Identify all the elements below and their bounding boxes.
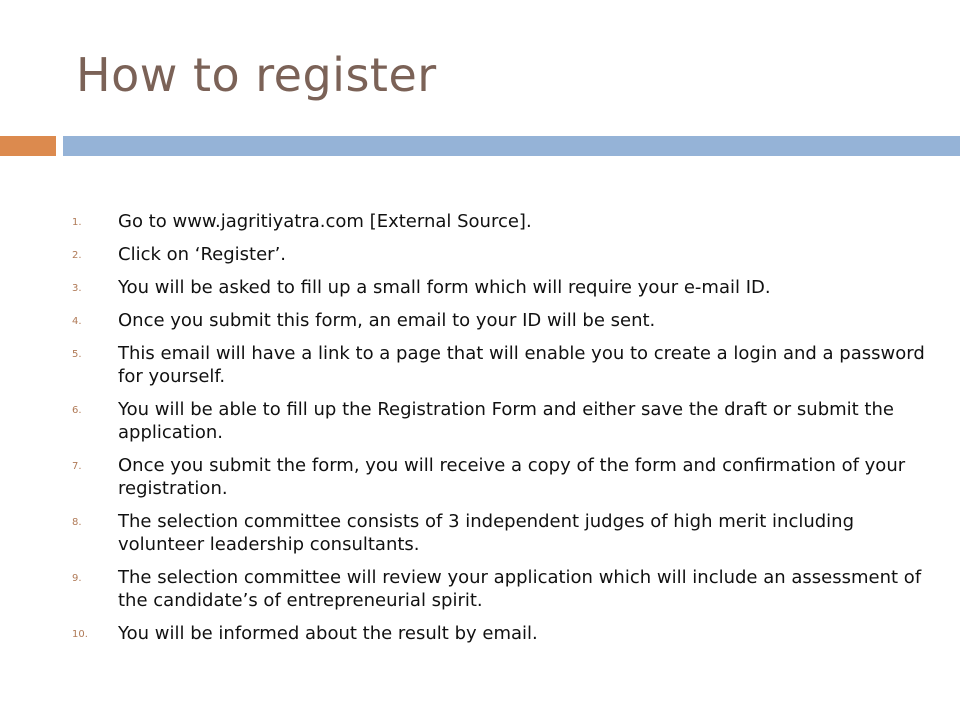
item-text: You will be asked to fill up a small form which will require your e-mail ID. (118, 277, 771, 298)
item-text: Click on ‘Register’. (118, 244, 287, 265)
slide-title: How to register (76, 48, 437, 102)
item-text: You will be informed about the result by email. (118, 623, 538, 644)
item-text: The selection committee consists of 3 independent judges of high merit including volunteer leadership consultants. (118, 511, 855, 555)
registration-steps-list (72, 210, 932, 655)
list-item (72, 398, 932, 444)
list-item (72, 276, 932, 299)
item-number: 5. (72, 349, 82, 360)
item-text: The selection committee will review your application which will include an assessment of the candidate’s of entrepreneurial spirit. (118, 567, 922, 611)
item-text: This email will have a link to a page that will enable you to create a login and a password for yourself. (118, 343, 925, 387)
title-accent-bar (0, 136, 56, 156)
item-number: 7. (72, 461, 82, 472)
list-item (72, 454, 932, 500)
list-item (72, 566, 932, 612)
item-text: Once you submit the form, you will receive a copy of the form and confirmation of your registration. (118, 455, 906, 499)
list-item (72, 342, 932, 388)
item-number: 3. (72, 283, 82, 294)
item-text: Go to www.jagritiyatra.com [External Source]. (118, 211, 532, 232)
item-number: 8. (72, 517, 82, 528)
item-number: 6. (72, 405, 82, 416)
list-item (72, 210, 932, 233)
item-number: 1. (72, 217, 82, 228)
list-item (72, 243, 932, 266)
title-divider-bar (63, 136, 960, 156)
item-number: 10. (72, 629, 88, 640)
item-number: 9. (72, 573, 82, 584)
list-item (72, 309, 932, 332)
item-number: 4. (72, 316, 82, 327)
item-text: Once you submit this form, an email to your ID will be sent. (118, 310, 656, 331)
list-item (72, 622, 932, 645)
item-number: 2. (72, 250, 82, 261)
list-item (72, 510, 932, 556)
item-text: You will be able to fill up the Registration Form and either save the draft or submit the application. (118, 399, 894, 443)
